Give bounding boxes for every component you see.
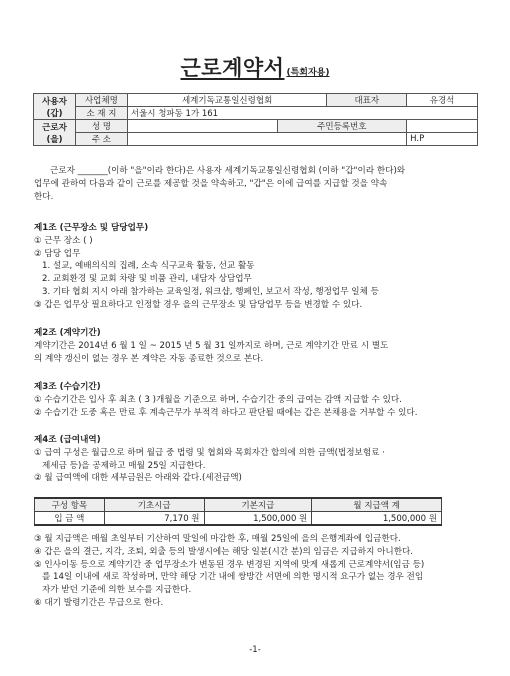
wage-header-cell: 월 지급액 계	[312, 498, 442, 512]
article-3-line: ① 수습기간은 입사 후 최초 ( 3 )개월을 기준으로 하며, 수습기간 중의 급여는 감액 지급할 수 있다.	[34, 394, 402, 405]
article-1-line: ③ 갑은 업무상 필요하다고 인정할 경우 을의 근무장소 및 담당업무 등을 변경할 수 있다.	[34, 299, 363, 310]
article-2-line: 계약기간은 2014년 6 월 1 일 ~ 2015 년 5 월 31 일까지로 하며, 근로 계약기간 만료 시 별도	[34, 340, 389, 351]
article-4-line: 자가 받던 기준에 의한 보수를 지급한다.	[42, 585, 192, 596]
article-4-line: 를 14일 이내에 새로 작성하며, 만약 해당 기간 내에 쌍방간 서면에 의한 명시적 요구가 없는 경우 전임	[42, 572, 424, 583]
id-label: 주민등록번호	[277, 120, 407, 133]
intro-line: 근로자 _______(이하 "을"이라 한다)은 사용자 세계기독교통일신령협회 (이하 "갑"이라 한다)와	[50, 166, 406, 176]
intro-line: 업무에 관하여 다음과 같이 근로를 제공할 것을 약속하고, "갑"은 이에 급여를 지급할 것을 약속	[34, 178, 388, 189]
article-1-title: 제1조 (근무장소 및 담당업무)	[34, 223, 149, 233]
article-3-line: ② 수습기간 도중 혹은 만료 후 계속근무가 부적격 하다고 판단될 때에는 갑은 본채용을 거부할 수 있다.	[34, 407, 418, 418]
wage-cell: 1,500,000 원	[312, 512, 442, 526]
document-title	[0, 52, 510, 82]
article-2-title: 제2조 (계약기간)	[34, 328, 101, 338]
rep-value: 유경석	[407, 94, 478, 107]
article-4	[34, 434, 484, 485]
wage-table	[34, 497, 442, 526]
article-4-line: ③ 월 지급액은 매월 초일부터 기산하여 말일에 마감한 후, 매월 25일에 을의 은행계좌에 입금한다.	[34, 534, 401, 544]
worker-suffix: (을)	[46, 134, 63, 145]
wage-cell: 7,170 원	[104, 512, 204, 526]
article-4-continued	[34, 533, 484, 610]
intro-paragraph	[34, 165, 484, 203]
article-4-line: ⑤ 인사이동 등으로 계약기간 중 업무장소가 변동된 경우 변경된 지역에 맞게 새롭게 근로계약서(임금 등)	[34, 559, 425, 570]
article-1-line: 2. 교회환경 및 교회 차량 및 비품 관리, 내담자 상담업무	[42, 274, 252, 285]
article-4-line: ④ 갑은 을의 결근, 지각, 조퇴, 외출 등의 발생시에는 해당 일분(시간 분)의 임금은 지급하지 아니한다.	[34, 546, 414, 557]
article-1-line: ② 담당 업무	[34, 248, 81, 259]
home-value[interactable]	[127, 133, 406, 146]
wage-header-cell: 기본지급	[204, 498, 312, 512]
page-number: -1-	[249, 645, 261, 655]
name-label: 성 명	[75, 120, 127, 133]
article-1-line: 1. 설교, 예배의식의 집례, 소속 식구교육 활동, 선교 활동	[42, 261, 255, 272]
home-label: 주 소	[75, 133, 127, 146]
wage-header-cell: 구성 항목	[35, 498, 105, 512]
employer-suffix: (갑)	[46, 108, 63, 119]
article-3-title: 제3조 (수습기간)	[34, 382, 101, 392]
article-4-line: ⑥ 대기 발령기간은 무급으로 한다.	[34, 597, 164, 608]
article-2	[34, 327, 484, 365]
hp-label: H.P	[410, 134, 425, 144]
addr-value: 서울시 청파동 1가 161	[127, 107, 477, 120]
wage-header-cell: 기초시급	[104, 498, 204, 512]
party-table	[33, 93, 478, 146]
title-sub: (특회자용)	[286, 68, 330, 78]
employer-cell	[34, 94, 76, 120]
article-4-line: 제세금 등)을 공제하고 매월 25일 지급한다.	[42, 460, 206, 471]
worker-cell	[34, 120, 76, 146]
article-1-line: 3. 기타 협회 지시 아래 참가하는 교육일정, 워크샵, 행페인, 보고서 작성, 행정업무 일체 등	[42, 286, 379, 297]
article-4-title: 제4조 (급여내역)	[34, 435, 101, 445]
article-2-line: 의 계약 갱신이 없는 경우 본 계약은 자동 종료한 것으로 본다.	[34, 353, 264, 364]
rep-label: 대표자	[327, 94, 407, 107]
article-1-line: ① 근무 장소 ( )	[34, 235, 93, 246]
addr-label: 소 재 지	[75, 107, 127, 120]
id-value[interactable]	[407, 120, 478, 133]
wage-row-label: 입 금 액	[35, 512, 105, 526]
article-4-line: ② 월 급여액에 대한 세부금원은 아래와 같다.(세전금액)	[34, 473, 242, 484]
employer-label: 사용자	[42, 96, 67, 107]
article-1	[34, 222, 484, 312]
intro-line: 한다.	[34, 191, 54, 202]
worker-label: 근로자	[42, 122, 67, 133]
name-value[interactable]	[127, 120, 277, 133]
company-label: 사업체명	[75, 94, 127, 107]
article-3	[34, 381, 484, 419]
article-4-line: ① 급여 구성은 월급으로 하며 월급 중 법령 및 협회와 목회자간 합의에 의한 금액(법정보험료 ·	[34, 447, 385, 458]
hp-cell[interactable]	[407, 133, 478, 146]
wage-cell: 1,500,000 원	[204, 512, 312, 526]
title-main: 근로계약서	[180, 56, 285, 80]
company-value: 세계기독교통일신령협회	[127, 94, 327, 107]
